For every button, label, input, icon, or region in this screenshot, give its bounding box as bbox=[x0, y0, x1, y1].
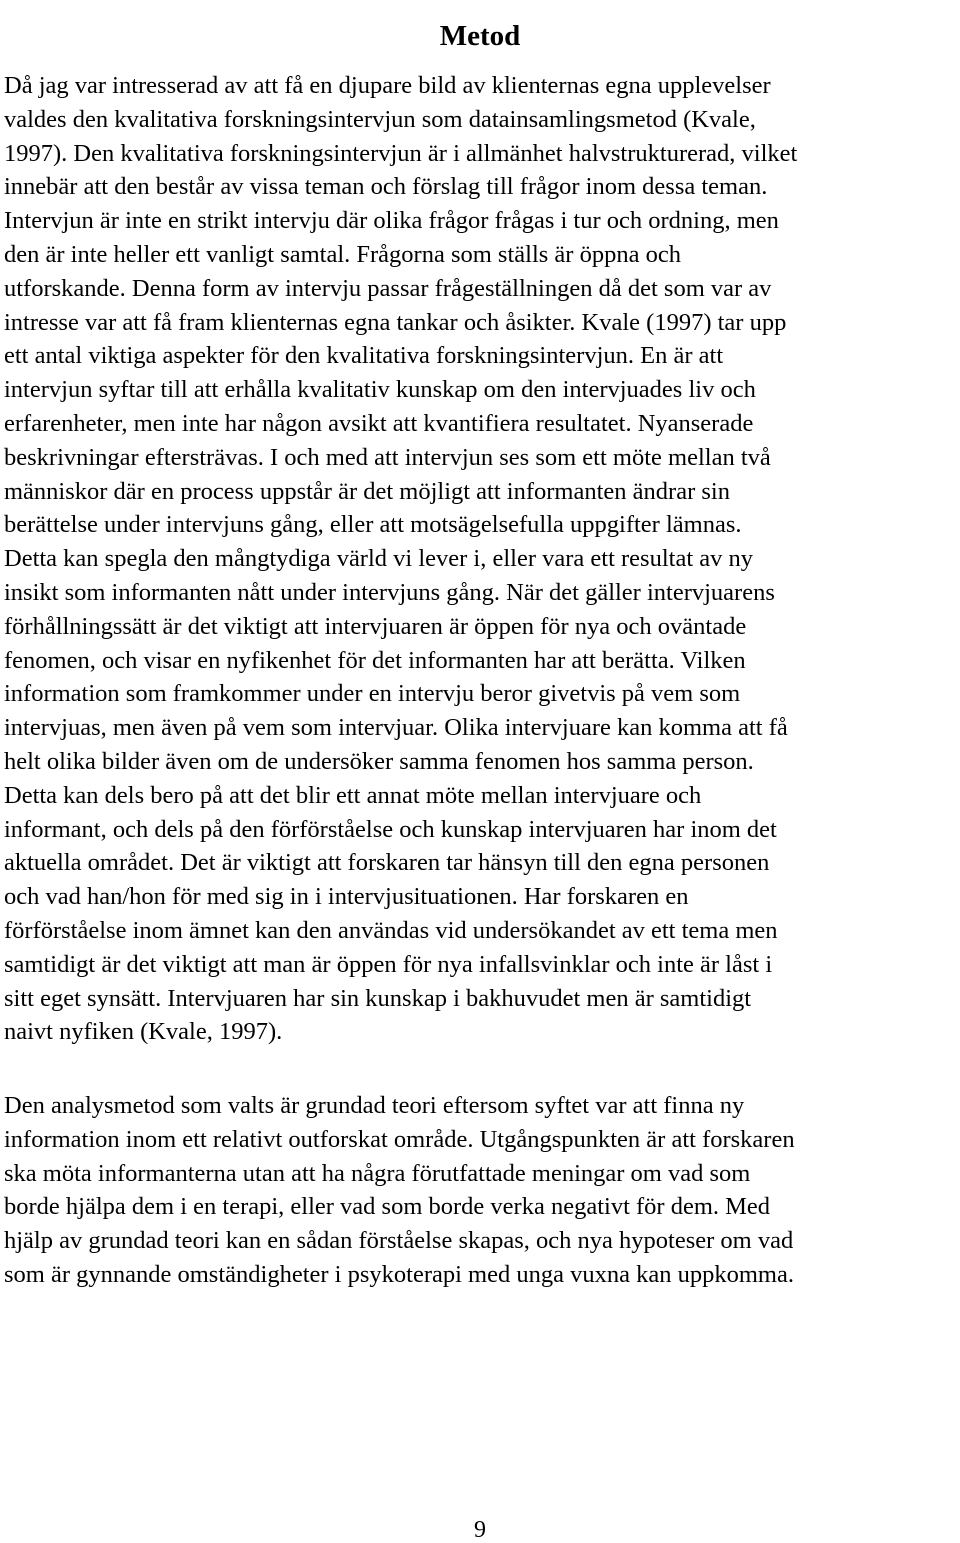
text-line: valdes den kvalitativa forskningsintervjun som datainsamlingsmetod (Kvale, bbox=[4, 105, 756, 133]
text-line: Detta kan spegla den mångtydiga värld vi lever i, eller vara ett resultat av ny bbox=[4, 545, 754, 573]
body-paragraph-2 bbox=[4, 1089, 960, 1292]
text-line: som är gynnande omständigheter i psykoterapi med unga vuxna kan uppkomma. bbox=[4, 1260, 794, 1288]
text-line: den är inte heller ett vanligt samtal. Frågorna som ställs är öppna och bbox=[4, 240, 681, 268]
text-line: helt olika bilder även om de undersöker samma fenomen hos samma person. bbox=[4, 747, 754, 775]
text-line: intervjuas, men även på vem som intervjuar. Olika intervjuare kan komma att få bbox=[4, 714, 788, 742]
text-line: hjälp av grundad teori kan en sådan förståelse skapas, och nya hypoteser om vad bbox=[4, 1227, 794, 1255]
text-line: intresse var att få fram klienternas egna tankar och åsikter. Kvale (1997) tar upp bbox=[4, 308, 787, 336]
text-line: information som framkommer under en intervju beror givetvis på vem som bbox=[4, 680, 741, 708]
body-paragraph-1 bbox=[4, 69, 960, 1049]
text-line: borde hjälpa dem i en terapi, eller vad som borde verka negativt för dem. Med bbox=[4, 1193, 771, 1221]
text-line: sitt eget synsätt. Intervjuaren har sin kunskap i bakhuvudet men är samtidigt bbox=[4, 984, 752, 1012]
text-line: information inom ett relativt outforskat område. Utgångspunkten är att forskaren bbox=[4, 1125, 795, 1153]
text-line: Intervjun är inte en strikt intervju där olika frågor frågas i tur och ordning, men bbox=[4, 207, 779, 235]
text-line: fenomen, och visar en nyfikenhet för det informanten har att berätta. Vilken bbox=[4, 646, 746, 674]
text-line: erfarenheter, men inte har någon avsikt att kvantifiera resultatet. Nyanserade bbox=[4, 409, 754, 437]
text-line: insikt som informanten nått under intervjuns gång. När det gäller intervjuarens bbox=[4, 578, 775, 606]
text-line: utforskande. Denna form av intervju passar frågeställningen då det som var av bbox=[4, 274, 772, 302]
text-line: och vad han/hon för med sig in i intervjusituationen. Har forskaren en bbox=[4, 883, 689, 911]
text-line: 1997). Den kvalitativa forskningsintervjun är i allmänhet halvstrukturerad, vilket bbox=[4, 139, 798, 167]
page-number: 9 bbox=[474, 1517, 486, 1543]
text-line: aktuella området. Det är viktigt att forskaren tar hänsyn till den egna personen bbox=[4, 849, 770, 877]
text-line: Då jag var intresserad av att få en djupare bild av klienternas egna upplevelser bbox=[4, 72, 771, 99]
text-line: intervjun syftar till att erhålla kvalitativ kunskap om den intervjuades liv och bbox=[4, 376, 756, 404]
text-line: förförståelse inom ämnet kan den användas vid undersökandet av ett tema men bbox=[4, 916, 778, 944]
text-line: informant, och dels på den förförståelse och kunskap intervjuaren har inom det bbox=[4, 815, 777, 843]
text-line: beskrivningar eftersträvas. I och med att intervjun ses som ett möte mellan två bbox=[4, 443, 771, 471]
text-line: Detta kan dels bero på att det blir ett annat möte mellan intervjuare och bbox=[4, 781, 702, 809]
section-heading: Metod bbox=[439, 20, 521, 53]
text-line: Den analysmetod som valts är grundad teori eftersom syftet var att finna ny bbox=[4, 1092, 745, 1119]
text-line: berättelse under intervjuns gång, eller att motsägelsefulla uppgifter lämnas. bbox=[4, 511, 742, 539]
text-line: samtidigt är det viktigt att man är öppen för nya infallsvinklar och inte är låst i bbox=[4, 950, 773, 978]
text-line: ett antal viktiga aspekter för den kvalitativa forskningsintervjun. En är att bbox=[4, 342, 724, 370]
text-line: förhållningssätt är det viktigt att intervjuaren är öppen för nya och oväntade bbox=[4, 612, 747, 640]
text-line: naivt nyfiken (Kvale, 1997). bbox=[4, 1018, 283, 1046]
text-line: innebär att den består av vissa teman och förslag till frågor inom dessa teman. bbox=[4, 173, 768, 201]
text-line: ska möta informanterna utan att ha några förutfattade meningar om vad som bbox=[4, 1159, 751, 1187]
text-line: människor där en process uppstår är det möjligt att informanten ändrar sin bbox=[4, 477, 730, 505]
